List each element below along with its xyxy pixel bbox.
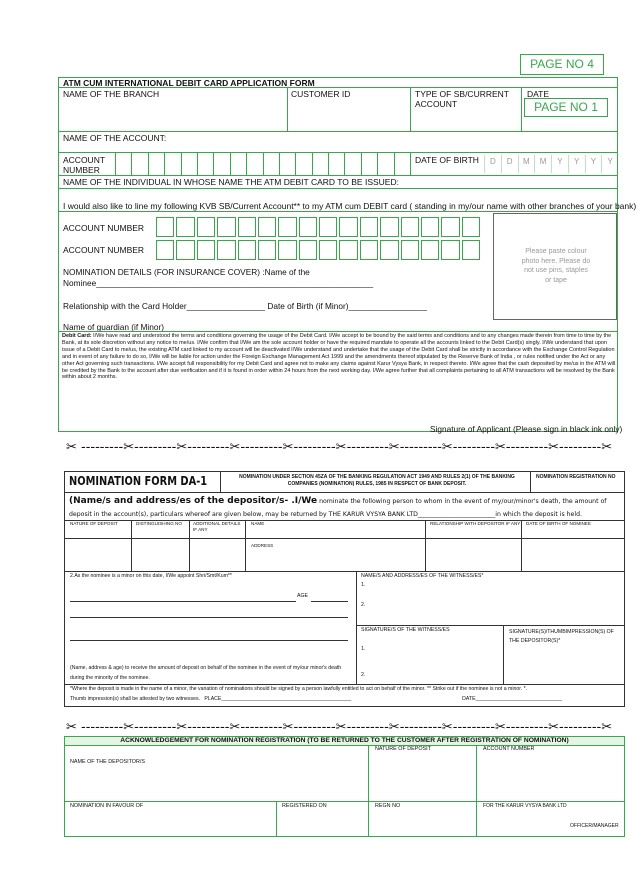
receive-amount-text: (Name, address & age) to receive the amount of deposit on behalf of the nominee in the event of my/our minor's death during the minority of the nominee. <box>70 665 342 681</box>
depositor-statement-body: nominate the following person to whom in the event of my/our/minor's death, the amount of deposit in the account(s), particulars whereof are given below, may be returned by THE KARUR VYSYA BANK LTD_________________________in which the deposit is held. <box>69 498 607 518</box>
nomination-section-text: NOMINATION UNDER SECTION 45ZA OF THE BANKING REGULATION ACT 1949 AND RULES 2(1) OF THE BANKING COMPANIES (NOMINATION) RULES, 1985 IN RESPECT OF BANK DEPOSIT. <box>239 474 515 487</box>
col-dob-nominee: DATE OF BIRTH OF NOMINEE <box>526 521 591 526</box>
account-number-2-boxes[interactable] <box>156 240 480 260</box>
account-number-boxes[interactable] <box>115 152 411 175</box>
guardian-label: Name of guardian (if Minor)_______________________ <box>63 322 271 332</box>
dob-digit: M <box>534 155 551 173</box>
account-type-label: TYPE OF SB/CURRENT ACCOUNT <box>415 89 509 109</box>
acknowledgement-title: ACKNOWLEDGEMENT FOR NOMINATION REGISTRATION (TO BE RETURNED TO THE CUSTOMER AFTER REGISTRATION OF NOMINATION) <box>120 737 569 744</box>
divider <box>425 520 426 571</box>
witness-1: 1. <box>361 582 366 588</box>
divider <box>131 520 132 571</box>
title-divider <box>58 87 618 88</box>
divider <box>530 471 531 492</box>
page-number-badge-outer: PAGE NO 4 <box>520 54 604 75</box>
divider <box>220 471 221 492</box>
nature-of-deposit-label: NATURE OF DEPOSIT <box>375 746 431 752</box>
divider <box>276 801 277 837</box>
bank-name-label: FOR THE KARUR VYSYA BANK LTD <box>483 803 567 809</box>
divider <box>58 211 618 212</box>
witness-signature-label: SIGNATURE/S OF THE WITNESS/ES <box>361 627 450 633</box>
age-line <box>311 601 348 602</box>
witness-label: NAME/S AND ADDRESS/ES OF THE WITNESS/ES* <box>361 573 484 579</box>
relationship-label: Relationship with the Card Holder_________________ Date of Birth (if Minor)_________________ <box>63 301 427 311</box>
witness-2: 2. <box>361 602 366 608</box>
depositor-signature-label: SIGNATURE(S)/THUMBIMPRESSION(S) OF THE DEPOSITOR(S)* <box>509 629 614 644</box>
account-number-ack-label: ACCOUNT NUMBER <box>483 746 535 752</box>
divider <box>521 87 522 131</box>
application-form-title: ATM CUM INTERNATIONAL DEBIT CARD APPLICATION FORM <box>63 78 315 88</box>
photo-instructions: Please paste colour photo here. Please do not use pins, staples or tape <box>521 248 591 284</box>
col-name: NAME <box>251 521 265 526</box>
regn-no-label: REGN NO <box>375 803 401 809</box>
nomination-details-label: NOMINATION DETAILS (FOR INSURANCE COVER) :Name of the Nominee____________________________________________________________ <box>63 267 374 288</box>
divider <box>410 87 411 131</box>
debit-card-terms-heading: Debit Card: <box>62 333 92 339</box>
divider <box>58 131 618 132</box>
address-label: ADDRESS <box>251 543 274 548</box>
date-label: DATE <box>527 89 550 99</box>
link-accounts-text: I would also like to line my following KVB SB/Current Account** to my ATM cum DEBIT card ( standing in my/our name with other branches of your bank) <box>63 201 637 211</box>
account-number-2-label: ACCOUNT NUMBER <box>63 245 145 255</box>
signature-label: Signature of Applicant (Please sign in black ink only) <box>430 424 623 434</box>
dob-digit: Y <box>568 155 585 173</box>
divider <box>245 520 246 571</box>
col-distinguishing-no: DISTINGUISHING NO <box>136 521 182 526</box>
cut-line: ✂ ---------✂---------✂---------✂---------✂---------✂---------✂---------✂---------✂---------✂---------✂ <box>66 440 613 455</box>
dob-digit: M <box>518 155 535 173</box>
divider <box>287 87 288 131</box>
address-line <box>70 617 348 618</box>
col-additional-details: ADDITIONAL DETAILS IF ANY <box>193 521 241 532</box>
divider <box>64 745 625 746</box>
dob-label: DATE OF BIRTH <box>415 155 479 165</box>
depositor-nomination-statement <box>69 495 621 521</box>
depositor-name-label: NAME OF THE DEPOSITOR/S <box>70 759 145 765</box>
age-label: AGE <box>297 593 308 599</box>
dob-digit: Y <box>551 155 568 173</box>
depositor-statement-lead: (Name/s and address/es of the depositor/s- .I/We <box>69 496 318 506</box>
dob-digit: D <box>484 155 501 173</box>
cut-line: ✂ ---------✂---------✂---------✂---------✂---------✂---------✂---------✂---------✂---------✂---------✂ <box>66 720 613 735</box>
divider <box>521 520 522 571</box>
col-relationship: RELATIONSHIP WITH DEPOSITOR IF ANY <box>430 521 521 526</box>
witness-signature-1: 1. <box>361 646 366 652</box>
dob-digit: Y <box>585 155 602 173</box>
branch-label: NAME OF THE BRANCH <box>63 89 160 99</box>
acknowledgement-section <box>64 736 625 837</box>
dob-digit: Y <box>601 155 618 173</box>
page-number-badge-inner: PAGE NO 1 <box>524 98 608 117</box>
account-number-label: ACCOUNT NUMBER <box>63 155 105 175</box>
customer-id-label: CUSTOMER ID <box>291 89 351 99</box>
divider <box>58 188 618 189</box>
nomination-favour-label: NOMINATION IN FAVOUR OF <box>70 803 144 809</box>
divider <box>356 625 625 626</box>
divider <box>356 571 357 684</box>
registered-on-label: REGISTERED ON <box>282 803 327 809</box>
account-name-label: NAME OF THE ACCOUNT: <box>63 133 167 143</box>
divider <box>189 520 190 571</box>
dob-digit: D <box>501 155 518 173</box>
footnote-2-place-date: Thumb impression(s) shall be attested by two witnesses. PLACE_____________________________________________ DATE______________________________ <box>70 696 563 702</box>
divider <box>64 492 625 493</box>
account-number-1-boxes[interactable] <box>156 217 480 237</box>
officer-manager-label: OFFICER/MANAGER <box>570 823 619 829</box>
debit-card-terms-body: I/We have read and understood the terms and conditions governing the usage of the Debit Card. I/We accept to be bound by the said terms and conditions and to any changes made therein from time to time by the Bank, at its sole discretion without any notice to me/us. I/We confirm that I/We am the sole account holder or have the required mandate to operate all the accounts linked to the Debit Card(s) singly. I/We understand that upon issue of a Debit Card to me/us, the existing ATM card linked to my account will be deactivated I/We understand and undertake that the usage of the Debit Card shall be strictly in accordance with the Exchange Control Regulation and in event of any failure to do so, I/We will be liable for action under the Foreign Exchange Management Act 1999 and the amendments thereof stipulated by the Reserve Bank of India , or rules notified under the Act or any other Act governing such transactions. I/We accept full responsibility for my Debit Card and agree not to make any claims against Karur Vysya Bank, in respect thereto. I/We agree that the cash deposited by me/us in the ATM will be credited by the Bank to the account after due verification and if it is found in order within 24 hours from the next working day. I/We agree further that all complaints pertaining to all ATM transactions will be resolved by the Bank within about 2 months. <box>62 333 616 381</box>
divider <box>368 801 369 837</box>
col-nature-of-deposit: NATURE OF DEPOSIT <box>70 521 118 526</box>
divider <box>64 538 625 539</box>
debit-card-terms <box>62 333 616 381</box>
address-line <box>70 640 348 641</box>
divider <box>476 745 477 837</box>
divider <box>64 684 625 685</box>
divider <box>503 625 504 684</box>
footnote-1: *Where the deposit is made in the name of a minor, the variation of nominations should be signed by a person lawfully entitled to act on behalf of the minor. ** Strike out if the nominee is not a minor. *. <box>70 686 528 692</box>
witness-signature-2: 2. <box>361 672 366 678</box>
divider <box>64 801 625 802</box>
dob-boxes[interactable] <box>484 155 618 173</box>
divider <box>58 331 618 332</box>
divider <box>58 175 618 176</box>
minor-appointment-text: 2.As the nominee is a minor on this date, I/We appoint Shri/Smt/Kum** <box>70 573 232 579</box>
divider <box>368 745 369 801</box>
nomination-form-title: NOMINATION FORM DA-1 <box>69 474 208 488</box>
individual-name-label: NAME OF THE INDIVIDUAL IN WHOSE NAME THE ATM DEBIT CARD TO BE ISSUED: <box>63 177 399 187</box>
divider <box>64 571 625 572</box>
nomination-registration-no-label: NOMINATION REGISTRATION NO <box>536 474 616 480</box>
account-number-1-label: ACCOUNT NUMBER <box>63 223 145 233</box>
guardian-name-line <box>70 601 296 602</box>
